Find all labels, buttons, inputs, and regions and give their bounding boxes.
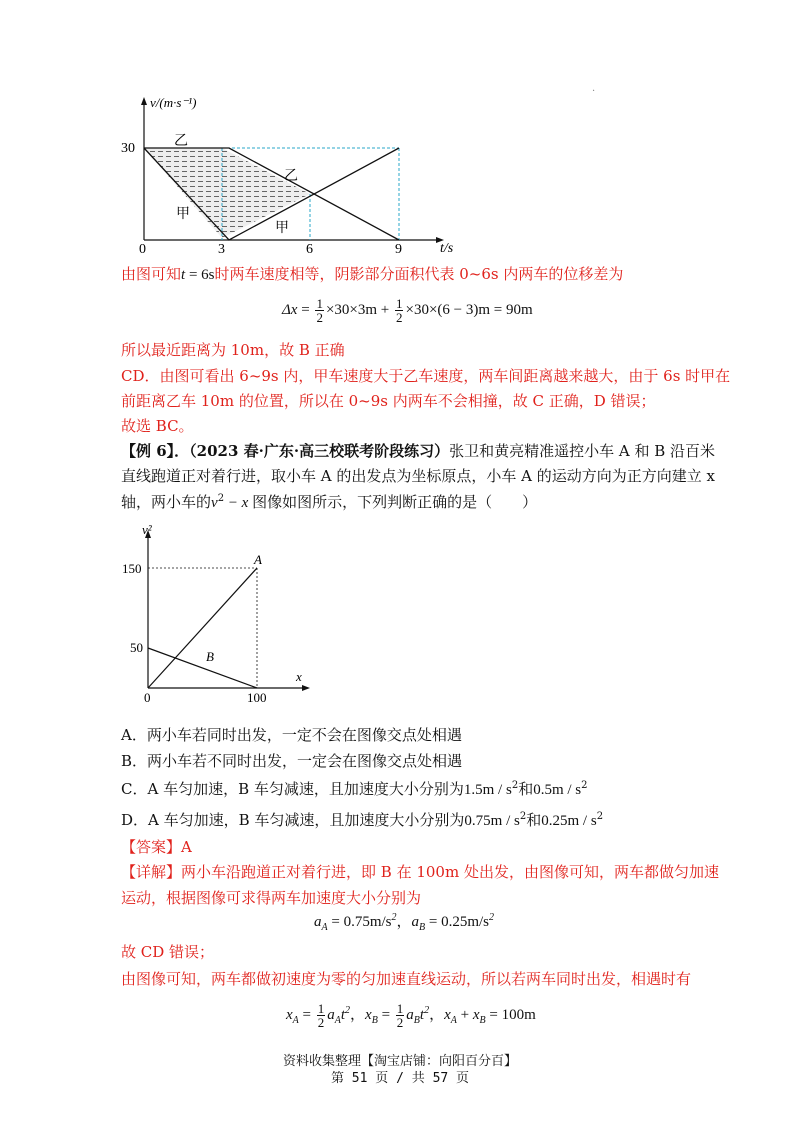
delta-x-equation: Δx = $\frac{1}{2}$ ×30×3m + $\frac{1}{2}$ ×30×(6 − 3)m = 90m: [282, 296, 533, 325]
vt-y-axis-label: v/(m·s⁻¹): [150, 95, 197, 110]
v2x-y-tick-150: 150: [122, 561, 142, 576]
series-a-line: [148, 568, 257, 688]
option-a[interactable]: A．两小车若同时出发，一定不会在图像交点处相遇: [121, 726, 462, 744]
solution-line-2: 所以最近距离为 10m，故 B 正确: [121, 341, 345, 359]
detail-line-last: 由图像可知，两车都做初速度为零的匀加速直线运动，所以若两车同时出发，相遇时有: [121, 970, 692, 988]
vt-x-tick-0: 0: [139, 242, 146, 254]
series-b-line: [148, 648, 257, 688]
footer-source: 资料收集整理【淘宝店铺：向阳百分百】: [282, 1054, 517, 1069]
v2x-y-axis-label: v²: [142, 522, 152, 537]
dot-mark: ·: [592, 86, 596, 97]
solution-line-5: 故选 BC。: [121, 417, 194, 435]
v2x-x-tick-100: 100: [247, 690, 267, 705]
solution-line-1: 由图可知t = 6s时两车速度相等，阴影部分面积代表 0~6s 内两车的位移差为: [121, 265, 624, 283]
answer-label: 【答案】A: [121, 838, 192, 856]
example6-line-2: 直线跑道正对着行进，取小车 A 的出发点为坐标原点，小车 A 的运动方向为正方向建立 x: [121, 467, 715, 485]
vt-y-arrow: [141, 97, 147, 105]
vt-y-tick-30: 30: [121, 141, 135, 156]
v2x-graph: [120, 520, 320, 710]
cd-wrong-line: 故 CD 错误；: [121, 943, 215, 961]
label-a: A: [254, 552, 262, 567]
label-jia-bottom: 甲: [275, 221, 289, 236]
vt-graph: [118, 94, 478, 254]
vt-x-tick-3: 3: [218, 242, 225, 254]
option-c[interactable]: C．A 车匀加速，B 车匀减速，且加速度大小分别为$1.5m / s^2$和$0.5m / s^2$: [121, 780, 588, 798]
v2x-x-axis-label: x: [296, 669, 302, 684]
vt-x-tick-6: 6: [306, 242, 313, 254]
label-yi-top: 乙: [174, 134, 188, 149]
label-yi-mid: 乙: [284, 169, 298, 184]
solution-line-3: CD．由图可看出 6~9s 内，甲车速度大于乙车速度，两车间距离越来越大，由于 6s 时甲在: [121, 367, 731, 385]
meeting-equation: $x_A$ = $\frac{1}{2}$ $a_At^2$，$x_B$ = $\frac{1}{2}$ $a_Bt^2$，$x_A + x_B = 100m$: [286, 1001, 536, 1030]
detail-line-2: 运动，根据图像可求得两车加速度大小分别为: [121, 889, 422, 907]
acceleration-equation: $a_A = 0.75m/s^2$，$a_B = 0.25m/s^2$: [314, 912, 495, 933]
option-b[interactable]: B．两小车若不同时出发，一定会在图像交点处相遇: [121, 752, 463, 770]
vt-x-axis-label: t/s: [440, 241, 454, 254]
option-d[interactable]: D．A 车匀加速，B 车匀减速，且加速度大小分别为$0.75m / s^2$和$0.25m / s^2$: [121, 811, 604, 829]
detail-line-1: 【详解】两小车沿跑道正对着行进，即 B 在 100m 处出发，由图像可知，两车都做匀加速: [121, 863, 719, 881]
label-jia-left: 甲: [176, 207, 190, 222]
vt-x-tick-9: 9: [395, 242, 402, 254]
footer-page-number: 第 51 页 / 共 57 页: [330, 1071, 470, 1086]
label-b: B: [206, 649, 214, 664]
example6-line-1: 【例 6】．（2023 春·广东·高三校联考阶段练习）张卫和黄亮精准遥控小车 A 和 B 沿百米: [121, 442, 716, 460]
example6-line-3: 轴，两小车的$v^2 - x$ 图像如图所示，下列判断正确的是（ ）: [121, 493, 538, 511]
v2x-x-arrow: [302, 685, 310, 691]
v2x-x-tick-0: 0: [144, 690, 151, 705]
v2x-y-tick-50: 50: [130, 640, 143, 655]
solution-line-4: 前距离乙车 10m 的位置，所以在 0~9s 内两车不会相撞，故 C 正确，D 错误；: [121, 392, 656, 410]
